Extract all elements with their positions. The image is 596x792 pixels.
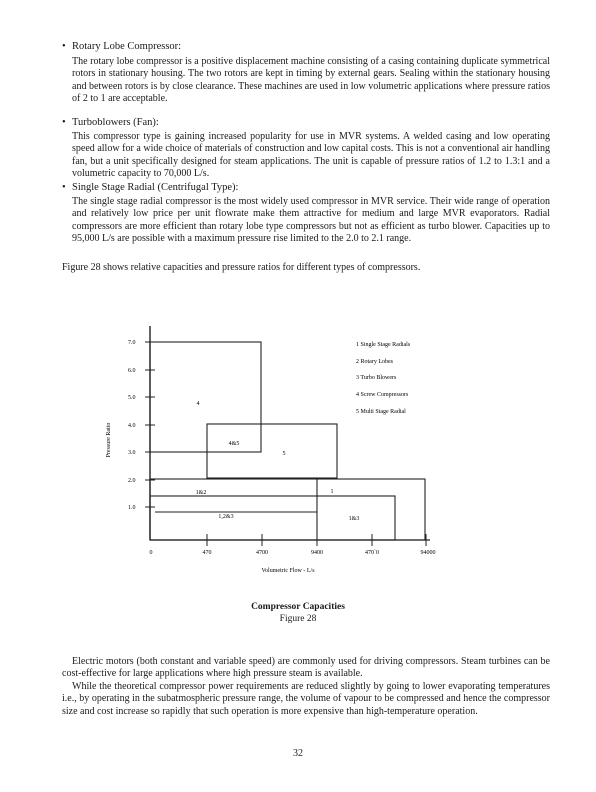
region-label: 1&2 bbox=[195, 490, 207, 496]
turboblowers-paragraph: This compressor type is gaining increased popularity for use in MVR systems. A welded casing and low operating speed allow for a wide choice of materials of construction and low capital costs. This is not a conventional air handling fan, but a unit specifically designed for steam applications. The unit is capable of pressure ratios of 1.2 to 1.3:1 and a volumetric capacity to 70,000 L/s. bbox=[72, 131, 550, 180]
rotary-lobe-paragraph: The rotary lobe compressor is a positive displacement machine consisting of a casing containing duplicate symmetrical rotors in stationary housing. The two rotors are kept in timing by external gears. Sealing within the stationary housing and between rotors is by close clearance. These machines are used in low volumetric applications where pressure ratios of 2 to 1 are acceptable. bbox=[72, 56, 550, 105]
figure-intro-paragraph: Figure 28 shows relative capacities and pressure ratios for different types of compressors. bbox=[62, 262, 421, 273]
y-tick-label: 2.0 bbox=[128, 478, 136, 484]
legend bbox=[356, 342, 411, 415]
x-tick-label: 94000 bbox=[420, 550, 436, 556]
y-tick-labels bbox=[128, 340, 136, 511]
power-requirements-paragraph: While the theoretical compressor power requirements are reduced slightly by going to lower evaporating temperatures i.e., by operating in the subatmospheric pressure range, the volume of vapour to be compressed and hence the compressor size and cost increase so rapidly that such operation is more expensive than high-temperature operation. bbox=[62, 681, 550, 717]
y-tick-label: 1.0 bbox=[128, 505, 136, 511]
bullet-label: Single Stage Radial (Centrifugal Type): bbox=[72, 182, 239, 193]
bullet-label: Turboblowers (Fan): bbox=[72, 117, 159, 128]
x-tick-labels bbox=[150, 550, 436, 556]
bullet-label: Rotary Lobe Compressor: bbox=[72, 41, 182, 52]
legend-entry: 4 Screw Compressors bbox=[356, 392, 409, 398]
y-tick-label: 6.0 bbox=[128, 368, 136, 374]
region-label: 4&5 bbox=[228, 441, 240, 447]
region-box-screw bbox=[150, 342, 261, 452]
electric-motors-paragraph: Electric motors (both constant and variable speed) are commonly used for driving compressors. Steam turbines can be cost-effective for large applications where high pressure steam is available. bbox=[62, 656, 550, 680]
region-box-radial bbox=[150, 479, 425, 540]
bullet-single-stage-radial: • Single Stage Radial (Centrifugal Type): bbox=[62, 182, 239, 193]
legend-entry: 2 Rotary Lobes bbox=[356, 359, 393, 365]
bullet-turboblowers: • Turboblowers (Fan): bbox=[62, 117, 159, 128]
x-tick-label: 470`0 bbox=[365, 550, 379, 556]
figure-caption-number: Figure 28 bbox=[279, 614, 317, 624]
region-label: 5 bbox=[282, 451, 286, 457]
legend-entry: 5 Multi Stage Radial bbox=[356, 409, 406, 415]
region-label: 1 bbox=[330, 489, 334, 495]
legend-entry: 3 Turbo Blowers bbox=[356, 375, 397, 381]
compressor-capacities-chart bbox=[100, 322, 500, 584]
y-tick-label: 7.0 bbox=[128, 340, 136, 346]
legend-entry: 1 Single Stage Radials bbox=[356, 342, 411, 348]
y-tick-label: 4.0 bbox=[128, 423, 136, 429]
bullet-rotary-lobe: • Rotary Lobe Compressor: bbox=[62, 41, 182, 52]
region-label: 4 bbox=[196, 401, 200, 407]
y-tick-label: 3.0 bbox=[128, 450, 136, 456]
x-tick-label: 4700 bbox=[256, 550, 268, 556]
single-stage-radial-paragraph: The single stage radial compressor is the most widely used compressor in MVR service. Their wide range of operation and relatively low price per unit flowrate make them attractive for medium and large MVR evaporators. Radial compressors are more efficient than rotary lobe type compressors but not as efficient as turbo blower. Capacities up to 95,000 L/s are possible with a maximum pressure rise limited to the 2.0 to 2.1 range. bbox=[72, 196, 550, 245]
y-tick-label: 5.0 bbox=[128, 395, 136, 401]
region-box-multistage bbox=[207, 424, 337, 478]
region-label: 1,2&3 bbox=[218, 514, 234, 520]
figure-caption-title: Compressor Capacities bbox=[251, 602, 345, 612]
y-axis-label: Pressure Ratio bbox=[106, 422, 112, 458]
x-tick-label: 0 bbox=[149, 550, 153, 556]
region-label: 1&3 bbox=[348, 516, 360, 522]
page-number: 32 bbox=[293, 748, 303, 759]
x-axis-label: Volumetric Flow - L/s bbox=[261, 568, 315, 574]
x-tick-label: 9400 bbox=[311, 550, 323, 556]
x-tick-label: 470 bbox=[202, 550, 212, 556]
